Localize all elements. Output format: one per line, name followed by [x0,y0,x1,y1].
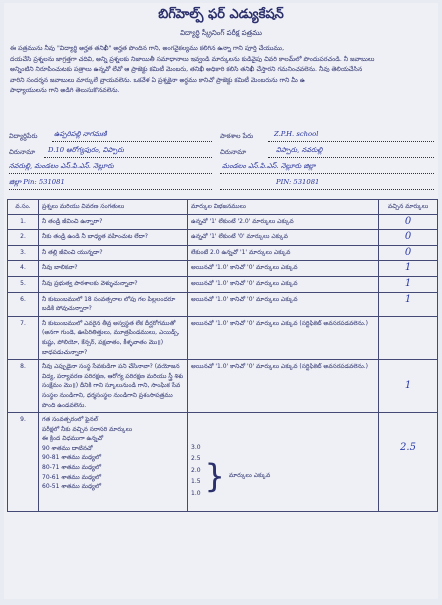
row-question: నీవు ప్రభుత్వ పాఠశాలకు వెళ్ళుచున్నావా? [39,276,188,292]
table-row [8,214,438,230]
row-marks: 2.5 [400,442,416,454]
row-marks: 0 [404,231,412,243]
instruction-line: పాధ్యాయులను గాని అడిగి తెలుసుకొనవలెను. [10,87,120,95]
table-row [8,276,438,292]
col-header-marking: మార్కుల విభజనములు [188,200,379,215]
row-question: నీ కుటుంబములో ఎవరైన తీవ్ర అస్వస్థత లేక దీర్ఘరోగముతో (అనగా గుండె, ఊపిరితిత్తులు, మూత్రపిండములు, ఎయిడ్స్, కుష్టు, పోలియో, కేన్సర్, పక్షవాతం, కీళ్ళవాతం మొ॥) బాధపడుచున్నారా? [39,316,188,359]
row-question: నీవు బాలికవా? [39,261,188,277]
form-subtitle: విద్యార్థి స్క్రీనింగ్ పరీక్ష పత్రము [180,29,262,37]
row-marks: 0 [404,246,412,258]
score-value: 3.0 [191,444,201,452]
table-row [8,360,438,413]
row-number: 8. [8,360,39,413]
question-line: గత సంవత్సరంలో ఫైనల్ [42,416,98,424]
row-marks: 1 [404,277,412,289]
school-address-line1: విప్పారు, నవరుల్లి [276,146,323,154]
table-row [8,316,438,359]
range-line: 80-71 శాతము మధ్యలో [42,464,102,472]
row-marks: 1 [404,262,412,274]
row-number: 7. [8,316,39,359]
school-address-line3: PIN: 531081 [276,178,320,186]
row-question [39,413,188,512]
instructions-paragraph [10,44,434,97]
row-question: నీ తండ్రి జీవించి ఉన్నారా? [39,214,188,230]
table-row [8,292,438,316]
row-marks: 0 [404,215,412,227]
score-value: 1.0 [191,489,201,497]
row-number: 5. [8,276,39,292]
row-marks: 1 [404,379,412,391]
student-address-label: చిరునామా [9,148,36,156]
range-line: 70-61 శాతము మధ్యలో [42,473,102,481]
score-value: 2.0 [191,466,201,474]
instruction-line: అన్నింటిని నిరూపించుటకు పత్రాలు ఉన్నవో లేవో ఆ ప్రాజెక్టు కమిటీ మెంబరు, తనిఖీ అధికారి కలిసి తనిఖీ చేస్తారని గమనించవలెను. నీవు తెలియచేసిన [10,66,363,74]
row-marking: అయినచో '1.0' కానిచో '0' మార్కులు ఎక్కువ [188,276,379,292]
form-title: బిగ్‌హెల్ప్ ఫర్ ఎడ్యుకేషన్ [158,7,284,22]
question-line: పరీక్షలో నీకు వచ్చిన సరాసరి మార్కులు [42,425,133,433]
row-marking: అయినచో '1.0' కానిచో '0' మార్కులు ఎక్కువ [188,292,379,316]
row-marking: లేకుంటే 2.0 ఉన్నచో '1' మార్కులు ఎక్కువ [188,245,379,261]
row-marking: ఉన్నచో '1' లేకుంటే '2.0' మార్కులు ఎక్కువ [188,214,379,230]
instruction-line: ఈ పత్రమును నీవు "విద్యార్థి అర్హత తనిఖీ" అర్హత పొందిన గాని, అంగవైకల్యము కలిగిన ఉన్నా గాని పూర్తి చేయుము, [10,45,285,52]
student-address-line3: జిల్లా Pin: 531081 [9,178,65,186]
range-line: 90-81 శాతము మధ్యలో [42,454,102,462]
col-header-question: ప్రశ్నలు మరియు వివరణ సంగతులు [39,200,188,215]
school-address-label: చిరునామా [220,148,247,156]
instruction-line: వారిని సందర్శన జవాబులు మార్కులే వ్రాయవలెను. ఒకవేళ ఏ ప్రశ్నకైనా అర్థము కానిచో ప్రాజెక్టు కమిటీ మెంబరును గాని మీ ఉ [10,76,305,84]
score-value: 1.5 [191,478,201,486]
student-address-line2: నవరుల్లి, మండలం ఎస్.పి.ఎస్. నెల్లూరు [9,162,114,170]
row-number: 4. [8,261,39,277]
table-row [8,261,438,277]
score-value: 2.5 [191,455,201,463]
row-question: నీకు తండ్రి ఉండి నీ బాధ్యత వహించుట లేదా? [39,230,188,246]
row-question: నీ తల్లి జీవించి యున్నదా? [39,245,188,261]
row-number: 6. [8,292,39,316]
school-address-line2: మండలం ఎస్.పి.ఎస్. నెల్లూరు జిల్లా [222,162,316,170]
row-number: 3. [8,245,39,261]
table-row [8,230,438,246]
brace-icon: } [204,457,225,496]
col-header-marks: వచ్చిన మార్కులు [379,200,438,215]
screening-form-page [4,3,438,599]
range-line: 60-51 శాతము మధ్యలో [42,483,102,491]
school-name-value: Z.P.H. school [274,130,319,138]
screening-questions-table [7,199,438,512]
school-name-label: పాఠశాల పేరు [220,132,254,140]
row-number: 2. [8,230,39,246]
score-marking-text: మార్కులు ఎక్కువ [228,472,271,480]
student-name-label: విద్యార్థిపేరు [9,132,38,140]
instruction-line: దయచేసి ప్రశ్నలను జాగ్రత్తగా చదివి, అన్ని ప్రశ్నలకు నిజాయితీ సమాధానాలు ఇవ్వండి మార్కులను కుడివైపు చివరి కాలమ్‌లో పొందుపరచండి. నీ జవాబులు [10,55,375,63]
row-marking: ఉన్నచో '1' లేకుంటే '0' మార్కులు ఎక్కువ [188,230,379,246]
row-marking: అయినచో '1.0' కానిచో '0' మార్కులు ఎక్కువ (సర్టిఫికెట్ అవసరపడవలెను.) [188,316,379,359]
row-question: నీవు ఎప్పుడైనా సంస్థ సేవకుడిగా పని చేసినావా? (వయోజన విద్య, పర్యావరణ పరిరక్షణ, ఆరోగ్య పరిరక్షణ మరియు స్త్రీ శిశు సంక్షేమం మొ॥) దీనికి గాని స్కూలునుండి గాని, సాంఘిక సేవ సంస్థల నుండిగాని, ధర్మసంస్థల నుండిగాని ప్రశంసాపత్రము పొంది ఉండవలెను. [39,360,188,413]
range-line: 90 శాతము దాటినచో [42,444,93,452]
question-line: ఈ క్రింద విధముగా ఉన్నచో [42,435,104,443]
col-header-serial: వ.సం. [8,200,39,215]
table-row [8,245,438,261]
row-marks: 1 [404,293,412,305]
table-header-row [8,200,438,215]
row-marking [188,413,379,512]
row-question: నీ కుటుంబములో 18 సంవత్సరాల లోపు గల పిల్లలందరూ బడికి పోవుచున్నారా? [39,292,188,316]
row-number: 9. [8,413,39,512]
student-address-line1: D.10 ఆరోగ్యపురం, విప్పారు [48,146,124,154]
student-name-value: ఉప్పరిపల్లి నాగమణి [54,130,107,138]
row-number: 1. [8,214,39,230]
row-marking: అయినచో '1.0' కానిచో '0' మార్కులు ఎక్కువ [188,261,379,277]
table-row-average-marks [8,413,438,512]
row-marking: అయినచో '1.0' కానిచో '0' మార్కులు ఎక్కువ (సర్టిఫికెట్ అవసరపడవలెను.) [188,360,379,413]
